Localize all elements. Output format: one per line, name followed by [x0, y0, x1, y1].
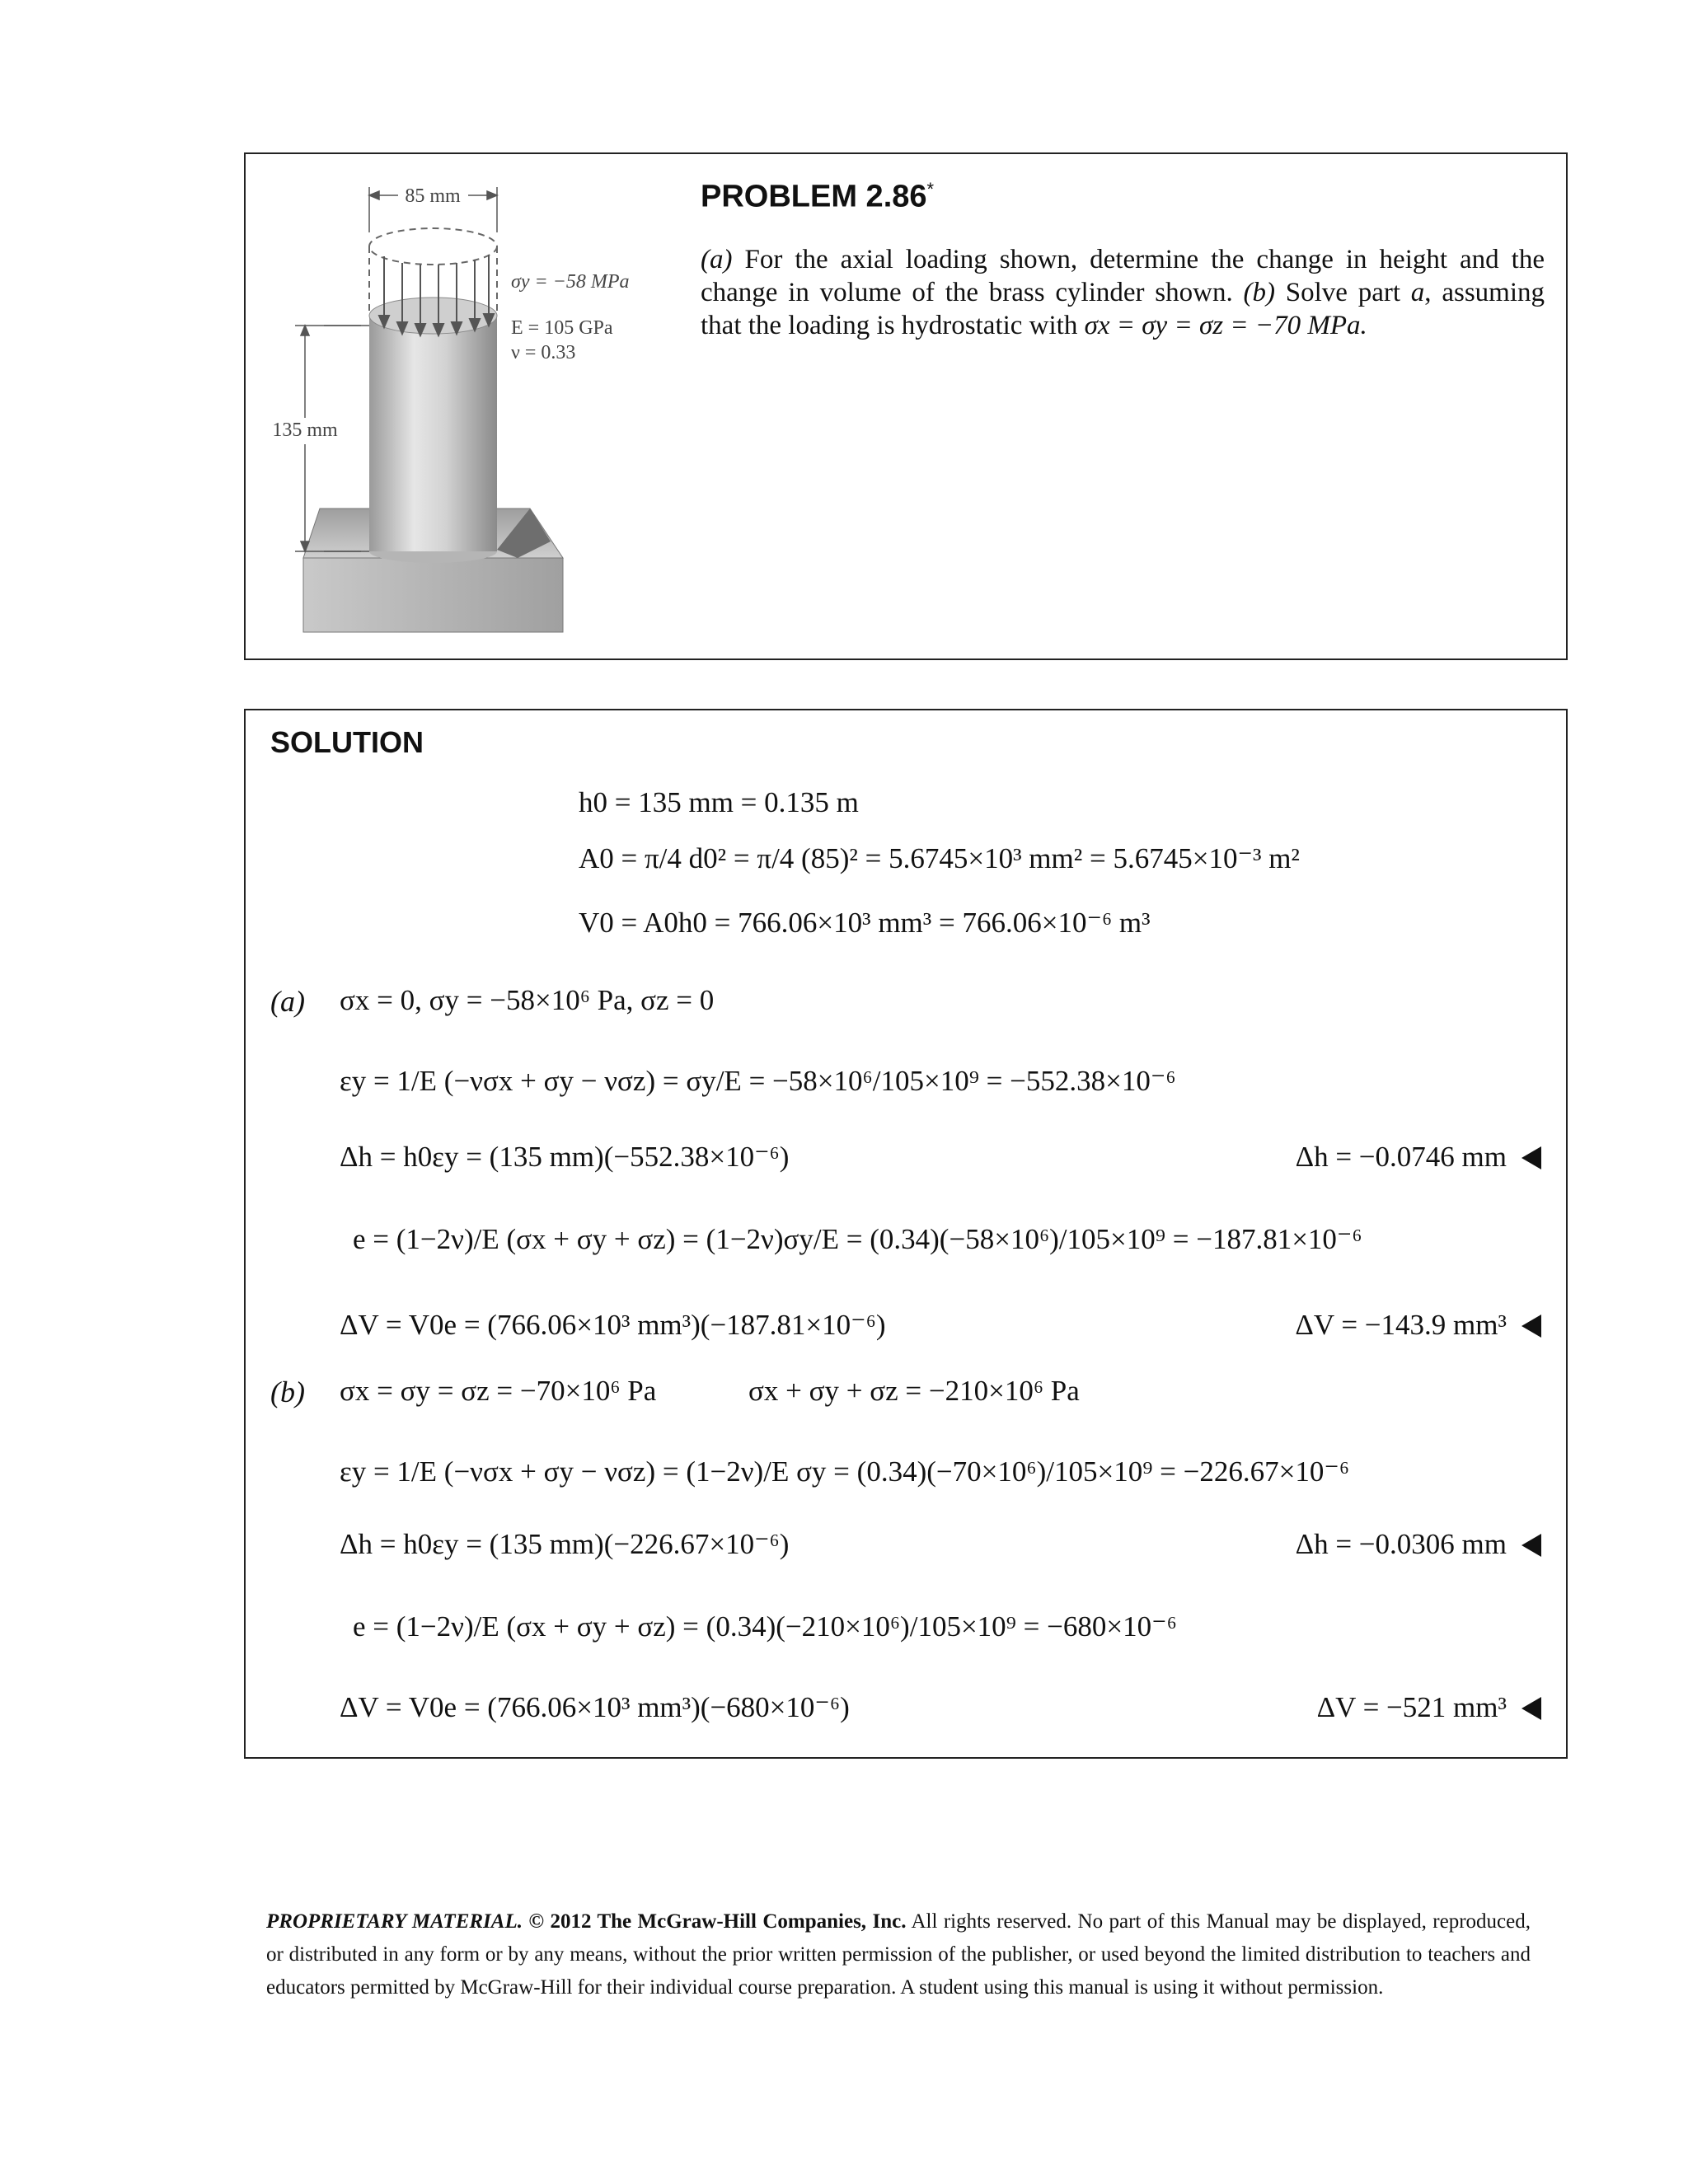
load-envelope-top: [369, 228, 497, 265]
base-plate-front: [303, 558, 563, 632]
stress-label: σy = −58 MPa: [511, 271, 630, 293]
problem-box: [244, 152, 1568, 660]
eq-a-dh: Δh = h0εy = (135 mm)(−552.38×10⁻⁶): [340, 1141, 790, 1173]
problem-statement: (a) For the axial loading shown, determine the change in height and the change in volume of the brass cylinder shown. (b) Solve part a, assuming that the loading is hydrostatic with σx = σy = σz = −70 MPa.: [701, 245, 1545, 340]
solution-heading: SOLUTION: [270, 725, 424, 759]
problem-title: PROBLEM 2.86*: [701, 179, 935, 214]
eq-v0: V0 = A0h0 = 766.06×10³ mm³ = 766.06×10⁻⁶ m³: [579, 907, 1151, 939]
footer-lead: PROPRIETARY MATERIAL.: [266, 1910, 523, 1933]
answer-marker-icon: [1522, 1146, 1541, 1169]
eq-b-sum: σx + σy + σz = −210×10⁶ Pa: [748, 1375, 1080, 1407]
eq-a0: A0 = π/4 d0² = π/4 (85)² = 5.6745×10³ mm² = 5.6745×10⁻³ m²: [579, 842, 1300, 874]
answer-marker-icon: [1522, 1315, 1541, 1338]
eq-a-strain: εy = 1/E (−νσx + σy − νσz) = σy/E = −58×10⁶/105×10⁹ = −552.38×10⁻⁶: [340, 1065, 1176, 1097]
eq-b-dv: ΔV = V0e = (766.06×10³ mm³)(−680×10⁻⁶): [340, 1691, 850, 1723]
footer-copyright: © 2012 The McGraw-Hill Companies, Inc.: [522, 1910, 907, 1933]
answer-marker-icon: [1522, 1697, 1541, 1720]
answer-a-dv: ΔV = −143.9 mm³: [1080, 1309, 1541, 1342]
eq-b-e: e = (1−2ν)/E (σx + σy + σz) = (0.34)(−210×10⁶)/105×10⁹ = −680×10⁻⁶: [353, 1610, 1177, 1643]
eq-b-dh: Δh = h0εy = (135 mm)(−226.67×10⁻⁶): [340, 1528, 790, 1560]
answer-a-dh: Δh = −0.0746 mm: [1080, 1141, 1541, 1174]
eq-a-dv: ΔV = V0e = (766.06×10³ mm³)(−187.81×10⁻⁶): [340, 1309, 886, 1341]
solution-box: [244, 709, 1568, 1759]
eq-a-e: e = (1−2ν)/E (σx + σy + σz) = (1−2ν)σy/E = (0.34)(−58×10⁶)/105×10⁹ = −187.81×10⁻⁶: [353, 1223, 1362, 1255]
poisson-label: ν = 0.33: [511, 342, 576, 363]
answer-marker-icon: [1522, 1534, 1541, 1557]
cylinder-figure: [246, 154, 633, 658]
answer-b-dh: Δh = −0.0306 mm: [1080, 1528, 1541, 1561]
copyright-footer: [266, 1905, 1531, 2004]
eq-b-stresses: σx = σy = σz = −70×10⁶ Pa: [340, 1375, 657, 1407]
part-a-label: (a): [270, 985, 305, 1018]
eq-b-strain: εy = 1/E (−νσx + σy − νσz) = (1−2ν)/E σy = (0.34)(−70×10⁶)/105×10⁹ = −226.67×10⁻⁶: [340, 1455, 1350, 1488]
eq-a-stresses: σx = 0, σy = −58×10⁶ Pa, σz = 0: [340, 984, 715, 1016]
modulus-label: E = 105 GPa: [511, 317, 613, 339]
footer-text: All rights reserved. No part of this Manual may be displayed, reproduced, or distributed in any form or by any means, without the prior written permission of the publisher, or used beyond the limited distribution to teachers and educators permitted by McGraw-Hill for their individual course preparation. A student using this manual is using it without permission.: [266, 1910, 1531, 1999]
eq-h0: h0 = 135 mm = 0.135 m: [579, 786, 859, 818]
part-b-label: (b): [270, 1376, 305, 1408]
diameter-label: 85 mm: [405, 185, 461, 207]
height-label: 135 mm: [272, 419, 338, 441]
answer-b-dv: ΔV = −521 mm³: [1080, 1691, 1541, 1724]
